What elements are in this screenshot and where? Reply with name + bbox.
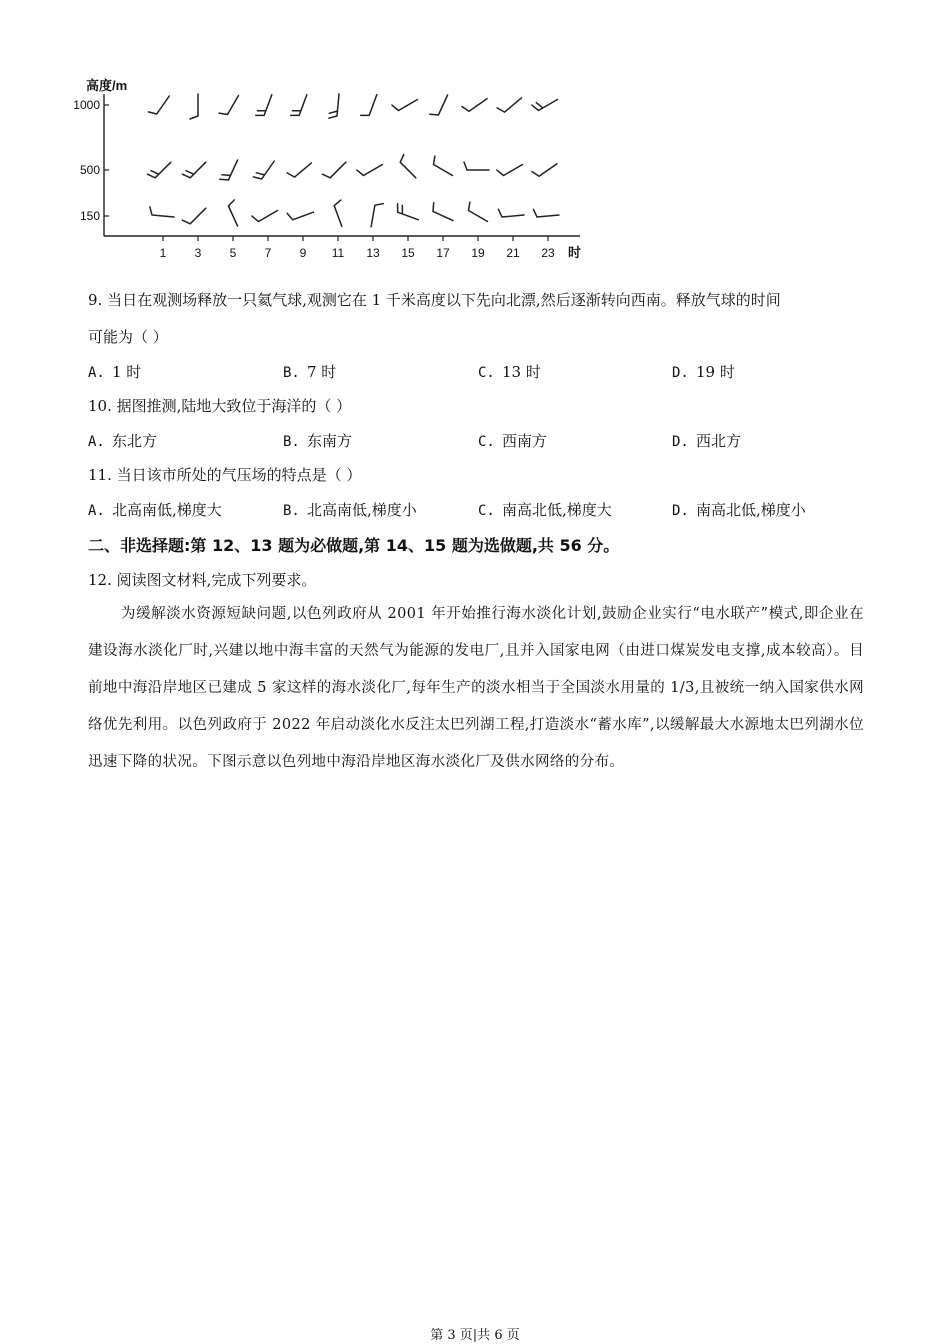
wind-barb-1000m-h13 [361,95,377,116]
q10-option-d [672,431,741,452]
wind-barb-500m-h7 [253,161,274,179]
wind-barb-150m-h23 [533,209,559,217]
option-text: 7 时 [307,363,337,381]
wind-barb-150m-h21 [498,209,524,217]
wind-barb-150m-h19 [469,202,488,221]
option-text: 北高南低,梯度小 [307,501,417,519]
wind-barb-500m-h17 [434,156,453,175]
wind-barb-500m-h3 [182,162,205,178]
option-text: 西南方 [502,432,548,450]
option-text: 北高南低,梯度大 [112,501,222,519]
q11-option-a [88,500,222,521]
q11-option-c [478,500,612,521]
option-letter: A. [88,503,105,519]
q10-stem: 10. 据图推测,陆地大致位于海洋的（ ） [88,397,352,415]
y-tick-label: 150 [79,209,100,223]
wind-barb-500m-h9 [287,163,311,177]
option-text: 南高北低,梯度大 [502,501,612,519]
option-letter: A. [88,434,105,450]
x-tick-label: 21 [506,246,520,260]
q11-option-d [672,500,806,521]
q10-option-a [88,431,157,452]
x-tick-label: 7 [264,246,272,260]
wind-barb-1000m-h1 [148,96,169,114]
chart-y-axis-label: 高度/m [86,78,128,93]
y-tick-label: 500 [79,163,100,177]
x-tick-label: 9 [299,246,307,260]
wind-barb-150m-h13 [371,204,383,227]
chart-x-axis-label: 时 [568,245,582,260]
option-letter: B. [283,503,300,519]
x-tick-label: 11 [331,246,345,260]
page-footer: 第 3 页|共 6 页 [430,1328,520,1343]
q9-option-d [672,362,735,383]
wind-barb-1000m-h19 [462,99,487,112]
q12-title: 12. 阅读图文材料,完成下列要求。 [88,571,317,589]
option-text: 南高北低,梯度小 [696,501,806,519]
option-letter: C. [478,434,495,450]
option-letter: B. [283,434,300,450]
wind-barb-500m-h13 [357,165,383,176]
wind-barb-150m-h9 [287,212,313,220]
q9-option-a [88,362,141,383]
option-text: 东南方 [307,432,353,450]
wind-barb-1000m-h9 [291,95,307,116]
option-text: 13 时 [502,363,541,381]
x-tick-label: 23 [541,246,555,260]
wind-barb-150m-h5 [228,200,237,226]
option-text: 西北方 [696,432,742,450]
wind-barb-500m-h1 [147,162,170,178]
wind-barb-500m-h21 [497,165,523,176]
wind-barb-500m-h5 [220,160,238,180]
q12-paragraph: 为缓解淡水资源短缺问题,以色列政府从 2001 年开始推行海水淡化计划,鼓励企业实行“电水联产”模式,即企业在建设海水淡化厂时,兴建以地中海丰富的天然气为能源的发电厂,且并入国家电网（由进口煤炭发电支撑,成本较高）。目前地中海沿岸地区已建成 5 家这样的海水淡化厂,每年生产的淡水相当于全国淡水用量的 1/3,且被统一纳入国家供水网络优先利用。以色列政府于 2022 年启动淡化水反注太巴列湖工程,打造淡水“蓄水库”,以缓解最大水源地太巴列湖水位迅速下降的状况。下图示意以色列地中海沿岸地区海水淡化厂及供水网络的分布。 [88,606,864,770]
q10-option-c [478,431,547,452]
wind-barb-500m-h11 [322,162,345,178]
wind-barb-chart [73,70,600,270]
y-tick-label: 1000 [73,98,100,112]
x-tick-label: 1 [159,246,167,260]
option-text: 1 时 [112,363,142,381]
option-letter: B. [283,365,300,381]
x-tick-label: 13 [366,246,380,260]
wind-barb-1000m-h15 [392,100,418,111]
q9-stem-line1: 9. 当日在观测场释放一只氦气球,观测它在 1 千米高度以下先向北漂,然后逐渐转向西南。释放气球的时间 [88,291,781,309]
section2-heading: 二、非选择题:第 12、13 题为必做题,第 14、15 题为选做题,共 56 分。 [88,536,620,555]
q9-option-b [283,362,336,383]
x-tick-label: 3 [194,246,202,260]
x-tick-label: 19 [471,246,485,260]
q9-option-c [478,362,541,383]
wind-barb-150m-h1 [150,207,174,217]
wind-barb-150m-h7 [252,211,278,222]
option-letter: C. [478,503,495,519]
option-text: 东北方 [112,432,158,450]
q10-option-b [283,431,352,452]
q9-stem-line2: 可能为（ ） [88,328,168,346]
x-tick-label: 15 [401,246,415,260]
option-text: 19 时 [696,363,735,381]
wind-barb-1000m-h21 [497,98,521,112]
wind-barb-1000m-h3 [190,94,198,119]
wind-barb-1000m-h7 [256,95,272,116]
wind-barb-150m-h17 [433,203,453,221]
wind-barb-150m-h11 [334,200,342,226]
option-letter: D. [672,434,689,450]
option-letter: A. [88,365,105,381]
option-letter: D. [672,503,689,519]
wind-barb-500m-h19 [464,162,489,170]
option-letter: C. [478,365,495,381]
wind-barb-1000m-h5 [219,96,238,115]
wind-barb-1000m-h23 [532,100,558,111]
wind-barb-1000m-h17 [430,95,448,115]
x-tick-label: 5 [229,246,237,260]
wind-barb-150m-h15 [398,204,419,220]
wind-barb-500m-h15 [400,154,416,177]
q11-stem: 11. 当日该市所处的气压场的特点是（ ） [88,466,362,484]
q11-option-b [283,500,417,521]
wind-barb-1000m-h11 [329,94,339,118]
wind-barb-150m-h3 [182,208,205,224]
option-letter: D. [672,365,689,381]
wind-barb-500m-h23 [532,164,557,177]
x-tick-label: 17 [436,246,450,260]
